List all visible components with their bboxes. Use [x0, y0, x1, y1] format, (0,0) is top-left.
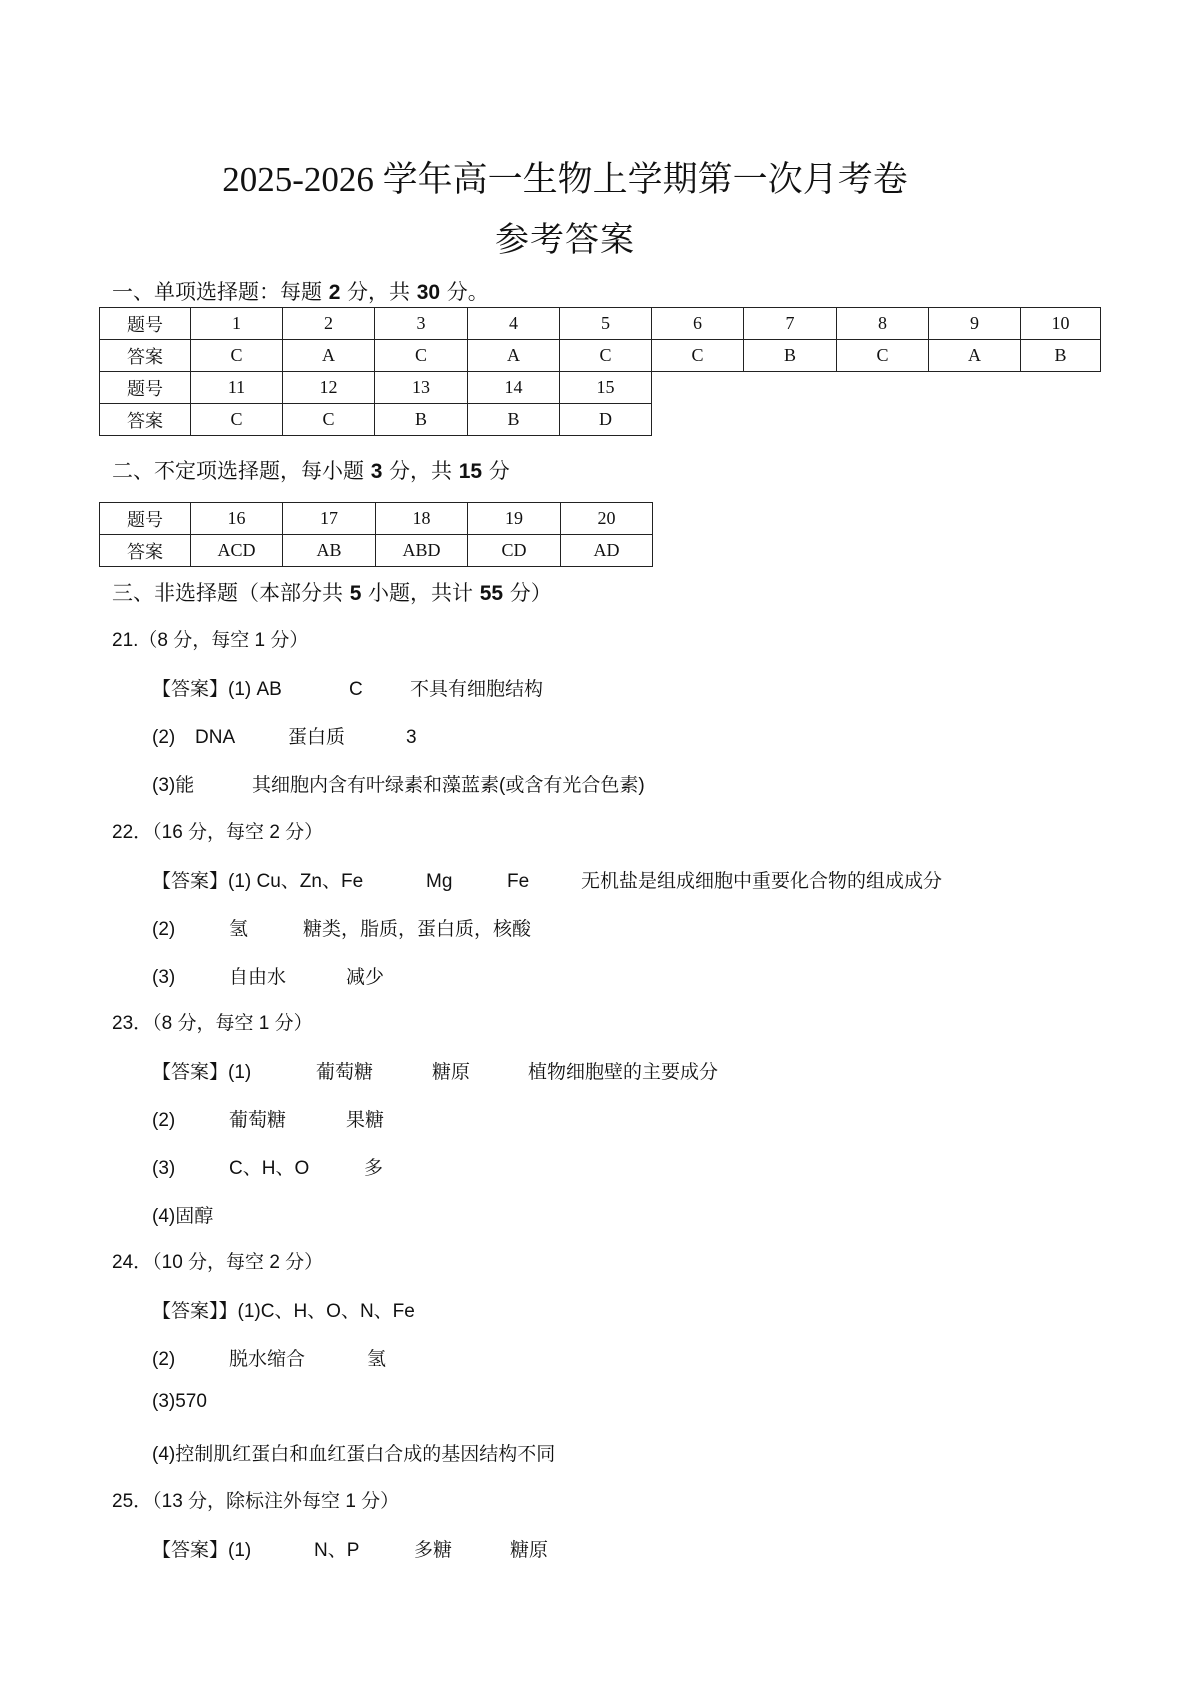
question-number: 3 [375, 308, 468, 340]
question-number: 12 [283, 372, 375, 404]
answer-line: 【答案】】(1)C、H、O、N、Fe [152, 1301, 415, 1322]
row-label: 题号 [100, 503, 191, 535]
answer-line: 【答案】(1) 葡萄糖 糖原 植物细胞壁的主要成分 [152, 1062, 719, 1083]
multi-choice-answer-table [99, 502, 653, 567]
row-label: 题号 [100, 372, 191, 404]
question-24-heading: 24．（10 分，每空 2 分） [112, 1252, 324, 1273]
answer-cell: ABD [376, 535, 468, 567]
answer-cell: B [468, 404, 560, 436]
section-3-heading: 三、非选择题（本部分共 5 小题，共计 55 分） [112, 581, 552, 605]
answer-line: 【答案】(1) N、P 多糖 糖原 [152, 1540, 549, 1561]
question-number: 8 [837, 308, 929, 340]
question-number: 4 [468, 308, 560, 340]
answer-line: (2) DNA 蛋白质 3 [152, 727, 417, 748]
answer-cell: ACD [191, 535, 283, 567]
answer-line: (2) 葡萄糖 果糖 [152, 1110, 385, 1131]
answer-cell: C [375, 340, 468, 372]
answer-cell: B [1021, 340, 1101, 372]
question-number: 10 [1021, 308, 1101, 340]
answer-cell: C [283, 404, 375, 436]
row-label: 答案 [100, 404, 191, 436]
answer-cell: CD [468, 535, 561, 567]
question-number: 18 [376, 503, 468, 535]
question-number: 20 [561, 503, 653, 535]
answer-cell: A [929, 340, 1021, 372]
answer-cell: B [375, 404, 468, 436]
answer-line: (4)固醇 [152, 1206, 214, 1227]
question-number: 7 [744, 308, 837, 340]
section-2-heading: 二、不定项选择题，每小题 3 分，共 15 分 [112, 459, 510, 483]
page-title: 2025-2026 学年高一生物上学期第一次月考卷 [222, 160, 908, 199]
answer-cell: AD [561, 535, 653, 567]
answer-line: (3) 自由水 减少 [152, 967, 385, 988]
answer-line: (2) 脱水缩合 氢 [152, 1349, 387, 1370]
row-label: 题号 [100, 308, 191, 340]
single-choice-answer-table [99, 307, 1101, 436]
table-row [100, 535, 653, 567]
question-number: 13 [375, 372, 468, 404]
question-number: 15 [560, 372, 652, 404]
answer-cell: C [191, 404, 283, 436]
question-number: 5 [560, 308, 652, 340]
table-row [100, 404, 1101, 436]
table-row [100, 503, 653, 535]
question-number: 17 [283, 503, 376, 535]
question-number: 6 [652, 308, 744, 340]
question-number: 11 [191, 372, 283, 404]
section-1-heading: 一、单项选择题：每题 2 分，共 30 分。 [112, 280, 489, 304]
answer-cell: D [560, 404, 652, 436]
table-row [100, 308, 1101, 340]
answer-cell: AB [283, 535, 376, 567]
answer-cell: C [652, 340, 744, 372]
answer-line: 【答案】(1) AB C 不具有细胞结构 [152, 679, 544, 700]
answer-cell: A [283, 340, 375, 372]
row-label: 答案 [100, 535, 191, 567]
question-25-heading: 25．（13 分，除标注外每空 1 分） [112, 1491, 400, 1512]
question-22-heading: 22．（16 分，每空 2 分） [112, 822, 324, 843]
question-21-heading: 21.（8 分，每空 1 分） [112, 630, 309, 651]
question-number: 1 [191, 308, 283, 340]
question-number: 9 [929, 308, 1021, 340]
question-23-heading: 23．（8 分，每空 1 分） [112, 1013, 313, 1034]
page-subtitle: 参考答案 [495, 222, 635, 259]
question-number: 19 [468, 503, 561, 535]
answer-line: (4)控制肌红蛋白和血红蛋白合成的基因结构不同 [152, 1444, 556, 1465]
row-label: 答案 [100, 340, 191, 372]
answer-line: (3)能 其细胞内含有叶绿素和藻蓝素(或含有光合色素) [152, 775, 645, 796]
question-number: 14 [468, 372, 560, 404]
answer-line: 【答案】(1) Cu、Zn、Fe Mg Fe 无机盐是组成细胞中重要化合物的组成成分 [152, 871, 943, 892]
answer-cell: C [837, 340, 929, 372]
answer-cell: C [191, 340, 283, 372]
answer-cell: B [744, 340, 837, 372]
table-row [100, 372, 1101, 404]
answer-line: (3) C、H、O 多 [152, 1158, 384, 1179]
answer-line: (3)570 [152, 1391, 207, 1412]
answer-line: (2) 氢 糖类，脂质，蛋白质，核酸 [152, 919, 532, 940]
question-number: 2 [283, 308, 375, 340]
table-row [100, 340, 1101, 372]
answer-cell: C [560, 340, 652, 372]
answer-cell: A [468, 340, 560, 372]
question-number: 16 [191, 503, 283, 535]
